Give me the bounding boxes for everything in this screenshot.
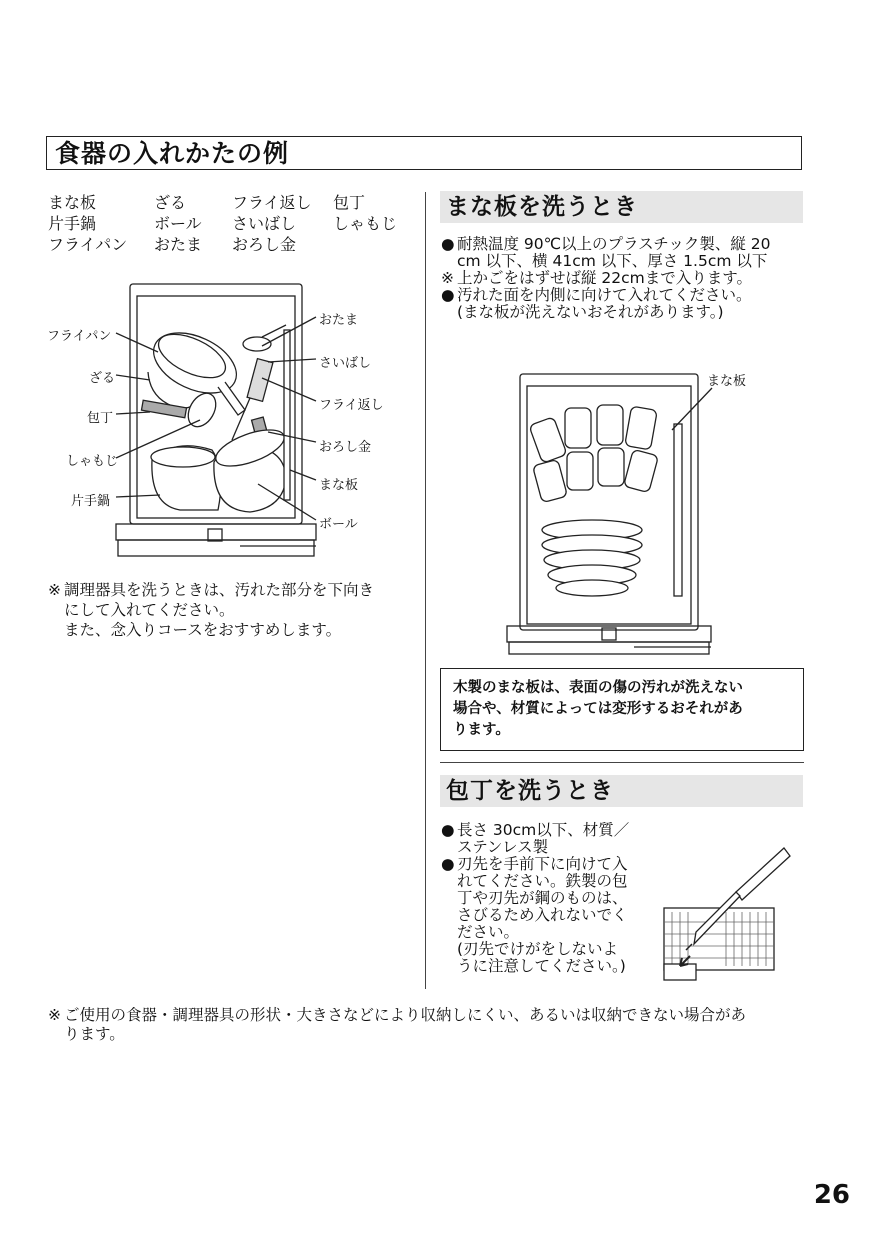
callout-saucepan: 片手鍋: [71, 494, 111, 509]
note-text: ご使用の食器・調理器具の形状・大きさなどにより収納しにくい、あるいは収納できない場合があ: [64, 1006, 747, 1024]
note-line: [48, 1006, 746, 1025]
cutting-board-heading: まな板を洗うとき: [440, 191, 803, 223]
utensil-item: フライ返し: [232, 193, 312, 212]
callout-grater: おろし金: [319, 440, 372, 455]
utensil-item: しゃもじ: [333, 214, 398, 233]
utensil-item: 片手鍋: [48, 214, 97, 233]
warning-line: 木製のまな板は、表面の傷の汚れが洗えない: [453, 680, 743, 696]
utensil-item: ボール: [154, 214, 202, 233]
callout-spatula: フライ返し: [319, 398, 384, 413]
bullet-icon: ●: [441, 286, 455, 304]
callout-ladle: おたま: [319, 313, 359, 328]
note-text: ります。: [64, 1025, 125, 1043]
utensil-item: おたま: [154, 235, 203, 254]
bullet-text: 丁や刃先が鋼のものは、: [457, 889, 628, 907]
bullet-text: れてください。鉄製の包: [457, 872, 628, 890]
callout-cutting-board-2: まな板: [707, 374, 747, 389]
utensil-item: 包丁: [333, 193, 366, 212]
bullet-text: (刃先でけがをしないよ: [457, 940, 619, 958]
callout-knife: 包丁: [87, 411, 114, 426]
note-mark: ※: [48, 581, 61, 599]
callout-cutting-board: まな板: [319, 478, 359, 493]
note-text: にして入れてください。: [64, 601, 235, 619]
note-text: 上かごをはずせば縦 22cmまで入ります。: [457, 269, 753, 287]
callout-chopsticks: さいばし: [319, 356, 372, 371]
bullet-text: 耐熱温度 90℃以上のプラスチック製、縦 20: [457, 235, 771, 253]
utensil-item: まな板: [48, 193, 97, 212]
callout-colander: ざる: [89, 371, 116, 386]
bullet-text: ださい。: [457, 923, 520, 941]
bullet-text: うに注意してください。): [457, 957, 626, 975]
bullet-icon: ●: [441, 821, 455, 839]
knife-heading: 包丁を洗うとき: [440, 775, 803, 807]
bullet-text: 長さ 30cm以下、材質／: [457, 821, 630, 839]
bullet-icon: ●: [441, 855, 455, 873]
note-mark: ※: [441, 269, 454, 287]
utensil-item: フライパン: [48, 235, 128, 254]
bullet-text: 汚れた面を内側に向けて入れてください。: [457, 286, 752, 304]
bullet-icon: ●: [441, 235, 455, 253]
bullet-text: cm 以下、横 41cm 以下、厚さ 1.5cm 以下: [457, 252, 768, 270]
bullet-text: ステンレス製: [457, 838, 549, 856]
callout-bowl: ボール: [319, 517, 358, 532]
page-number: 26: [813, 1180, 850, 1210]
callout-rice-paddle: しゃもじ: [66, 454, 119, 469]
bullet-text: (まな板が洗えないおそれがあります。): [457, 303, 724, 321]
callout-frying-pan: フライパン: [47, 329, 112, 344]
note-text: 調理器具を洗うときは、汚れた部分を下向き: [64, 581, 375, 599]
bottom-note: [48, 1006, 746, 1044]
utensil-item: さいばし: [232, 214, 297, 233]
warning-line: 場合や、材質によっては変形するおそれがあ: [453, 701, 743, 717]
warning-line: ります。: [453, 722, 510, 738]
note-text: また、念入りコースをおすすめします。: [64, 621, 342, 639]
bullet-text: さびるため入れないでく: [457, 906, 628, 924]
note-mark: ※: [48, 1006, 61, 1024]
page-title: 食器の入れかたの例: [55, 139, 290, 168]
utensil-item: ざる: [154, 193, 187, 212]
utensil-item: おろし金: [232, 235, 297, 254]
bullet-text: 刃先を手前下に向けて入: [457, 855, 628, 873]
